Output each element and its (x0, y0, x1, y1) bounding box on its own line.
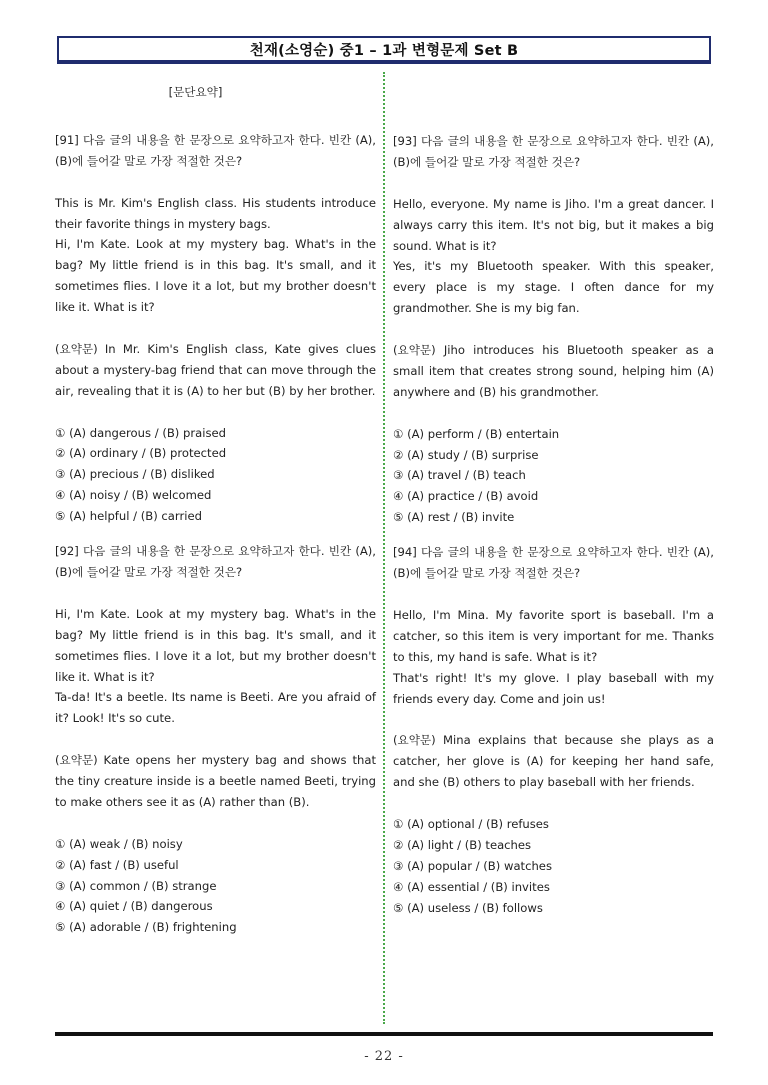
question-91 (55, 130, 376, 527)
column-divider (383, 72, 385, 1024)
passage-paragraph: Yes, it's my Bluetooth speaker. With this speaker, every place is my stage. I often dance for my grandmother. She is my big fan. (393, 259, 714, 316)
question-92 (55, 541, 376, 938)
page-title: 천재(소영순) 중1 – 1과 변형문제 Set B (249, 42, 519, 59)
answer-option-5[interactable]: ⑤ (A) adorable / (B) frightening (55, 920, 237, 935)
answer-option-3[interactable]: ③ (A) precious / (B) disliked (55, 467, 215, 482)
answer-option-5[interactable]: ⑤ (A) useless / (B) follows (393, 900, 543, 915)
passage-paragraph: Hi, I'm Kate. Look at my mystery bag. What's in the bag? My little friend is in this bag. It's small, and it sometimes flies. I love it a lot, but my brother doesn't like it. What is it? (55, 606, 376, 684)
summary-sentence: (요약문) Mina explains that because she plays as a catcher, her glove is (A) for keeping her hand safe, and she (B) others to play baseball with her friends. (393, 733, 714, 790)
passage-paragraph: Ta-da! It's a beetle. Its name is Beeti. Are you afraid of it? Look! It's so cute. (55, 690, 376, 726)
passage-paragraph: Hello, everyone. My name is Jiho. I'm a great dancer. I always carry this item. It's not big, but it makes a big sound. What is it? (393, 196, 714, 253)
question-prompt: [93] 다음 글의 내용을 한 문장으로 요약하고자 한다. 빈칸 (A), (B)에 들어갈 말로 가장 적절한 것은? (393, 134, 714, 169)
answer-option-1[interactable]: ① (A) perform / (B) entertain (393, 426, 560, 441)
answer-option-4[interactable]: ④ (A) practice / (B) avoid (393, 489, 539, 504)
answer-option-2[interactable]: ② (A) fast / (B) useful (55, 857, 179, 872)
question-94 (393, 542, 714, 918)
page-number: - 22 - (364, 1049, 404, 1064)
answer-option-2[interactable]: ② (A) light / (B) teaches (393, 837, 532, 852)
summary-sentence: (요약문) Jiho introduces his Bluetooth speaker as a small item that creates strong sound, helping him (A) anywhere and (B) his grandmother. (393, 343, 714, 399)
answer-option-4[interactable]: ④ (A) quiet / (B) dangerous (55, 899, 213, 914)
question-93 (393, 131, 714, 528)
summary-sentence: (요약문) In Mr. Kim's English class, Kate gives clues about a mystery-bag friend that can move through the air, revealing that it is (A) to her but (B) by her brother. (55, 341, 376, 398)
summary-sentence: (요약문) Kate opens her mystery bag and shows that the tiny creature inside is a beetle named Beeti, trying to make others see it as (A) rather than (B). (55, 753, 376, 809)
footer-rule (55, 1032, 713, 1036)
answer-option-1[interactable]: ① (A) weak / (B) noisy (55, 836, 183, 851)
answer-option-3[interactable]: ③ (A) travel / (B) teach (393, 468, 526, 483)
answer-option-3[interactable]: ③ (A) common / (B) strange (55, 878, 217, 893)
answer-option-1[interactable]: ① (A) optional / (B) refuses (393, 816, 549, 831)
left-column (55, 82, 376, 938)
passage-paragraph: This is Mr. Kim's English class. His students introduce their favorite things in mystery bags. (55, 195, 376, 231)
answer-option-5[interactable]: ⑤ (A) helpful / (B) carried (55, 509, 202, 524)
answer-option-5[interactable]: ⑤ (A) rest / (B) invite (393, 510, 515, 525)
answer-option-4[interactable]: ④ (A) essential / (B) invites (393, 879, 550, 894)
answer-option-4[interactable]: ④ (A) noisy / (B) welcomed (55, 488, 212, 503)
right-column (393, 131, 714, 918)
answer-option-3[interactable]: ③ (A) popular / (B) watches (393, 858, 552, 873)
section-label: [문단요약] (168, 85, 223, 99)
page-header (57, 36, 711, 64)
answer-option-2[interactable]: ② (A) study / (B) surprise (393, 447, 539, 462)
answer-option-2[interactable]: ② (A) ordinary / (B) protected (55, 446, 227, 461)
question-prompt: [91] 다음 글의 내용을 한 문장으로 요약하고자 한다. 빈칸 (A), (B)에 들어갈 말로 가장 적절한 것은? (55, 132, 376, 168)
question-prompt: [92] 다음 글의 내용을 한 문장으로 요약하고자 한다. 빈칸 (A), (B)에 들어갈 말로 가장 적절한 것은? (55, 544, 376, 579)
question-prompt: [94] 다음 글의 내용을 한 문장으로 요약하고자 한다. 빈칸 (A), (B)에 들어갈 말로 가장 적절한 것은? (393, 545, 714, 581)
answer-option-1[interactable]: ① (A) dangerous / (B) praised (55, 425, 226, 440)
passage-paragraph: Hi, I'm Kate. Look at my mystery bag. What's in the bag? My little friend is in this bag. It's small, and it sometimes flies. I love it a lot, but my brother doesn't like it. What is it? (55, 237, 376, 315)
passage-paragraph: That's right! It's my glove. I play baseball with my friends every day. Come and join us! (393, 670, 714, 706)
passage-paragraph: Hello, I'm Mina. My favorite sport is baseball. I'm a catcher, so this item is very important for me. Thanks to this, my hand is safe. What is it? (393, 607, 714, 664)
